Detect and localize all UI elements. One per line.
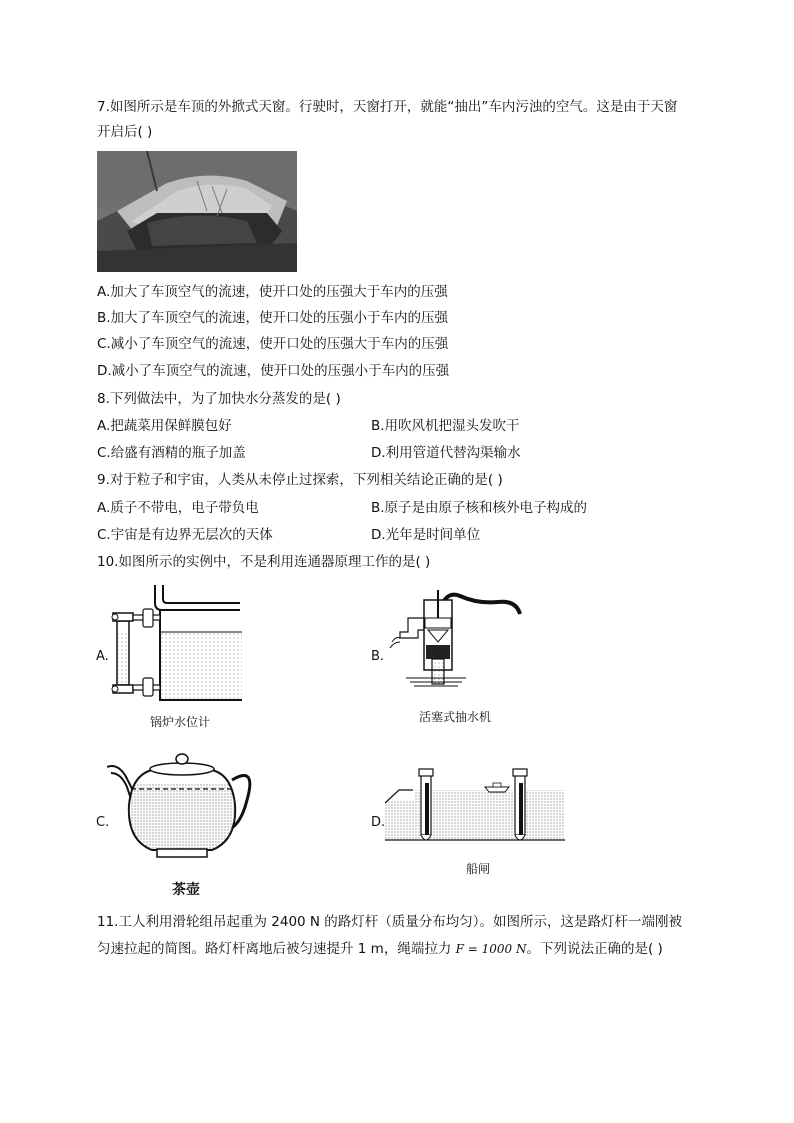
q8-stem: 8.下列做法中，为了加快水分蒸发的是( ) (97, 391, 341, 407)
teapot-figure (107, 745, 257, 865)
q7-option-b[interactable]: B.加大了车顶空气的流速，使开口处的压强小于车内的压强 (97, 310, 449, 326)
q9-option-a[interactable]: A.质子不带电，电子带负电 (97, 500, 259, 516)
q9-option-c[interactable]: C.宇宙是有边界无层次的天体 (97, 527, 273, 543)
q9-option-b[interactable]: B.原子是由原子核和核外电子构成的 (371, 500, 588, 516)
q9-option-d[interactable]: D.光年是时间单位 (371, 527, 481, 543)
q11-line1: 11.工人利用滑轮组吊起重为 2400 N 的路灯杆（质量分布均匀）。如图所示，这是路灯杆一端刚被 (97, 914, 683, 930)
figure-d-caption: 船闸 (466, 862, 491, 876)
q7-option-a[interactable]: A.加大了车顶空气的流速，使开口处的压强大于车内的压强 (97, 284, 448, 300)
ship-lock-figure (385, 765, 565, 850)
figure-a-letter[interactable]: A. (96, 649, 109, 664)
sunroof-photo (97, 151, 297, 272)
q10-stem: 10.如图所示的实例中，不是利用连通器原理工作的是( ) (97, 554, 431, 570)
q7-option-d[interactable]: D.减小了车顶空气的流速，使开口处的压强小于车内的压强 (97, 363, 450, 379)
q8-option-b[interactable]: B.用吹风机把湿头发吹干 (371, 418, 520, 434)
figure-d-letter[interactable]: D. (371, 815, 386, 830)
figure-c-caption: 茶壶 (172, 882, 200, 898)
q11-line2-text-b: 。下列说法正确的是( ) (526, 941, 663, 957)
q7-stem-line2: 开启后( ) (97, 124, 153, 140)
q8-option-d[interactable]: D.利用管道代替沟渠输水 (371, 445, 521, 461)
q7-option-c[interactable]: C.减小了车顶空气的流速，使开口处的压强大于车内的压强 (97, 336, 449, 352)
figure-c-letter[interactable]: C. (96, 815, 110, 830)
q8-option-a[interactable]: A.把蔬菜用保鲜膜包好 (97, 418, 232, 434)
q11-formula: F = 1000 N (455, 942, 527, 956)
piston-pump-figure (378, 590, 528, 700)
q7-stem-line1: 7.如图所示是车顶的外掀式天窗。行驶时，天窗打开，就能“抽出”车内污浊的空气。这是由于天窗 (97, 99, 678, 115)
q11-line2-text-a: 匀速拉起的简图。路灯杆离地后被匀速提升 1 m，绳端拉力 (97, 941, 456, 957)
boiler-water-gauge-figure (105, 585, 245, 705)
q8-option-c[interactable]: C.给盛有酒精的瓶子加盖 (97, 445, 246, 461)
figure-b-caption: 活塞式抽水机 (419, 710, 492, 724)
q9-stem: 9.对于粒子和宇宙，人类从未停止过探索，下列相关结论正确的是( ) (97, 472, 503, 488)
q11-line2 (97, 940, 663, 958)
figure-a-caption: 锅炉水位计 (150, 715, 211, 729)
figure-b-letter[interactable]: B. (371, 649, 385, 664)
